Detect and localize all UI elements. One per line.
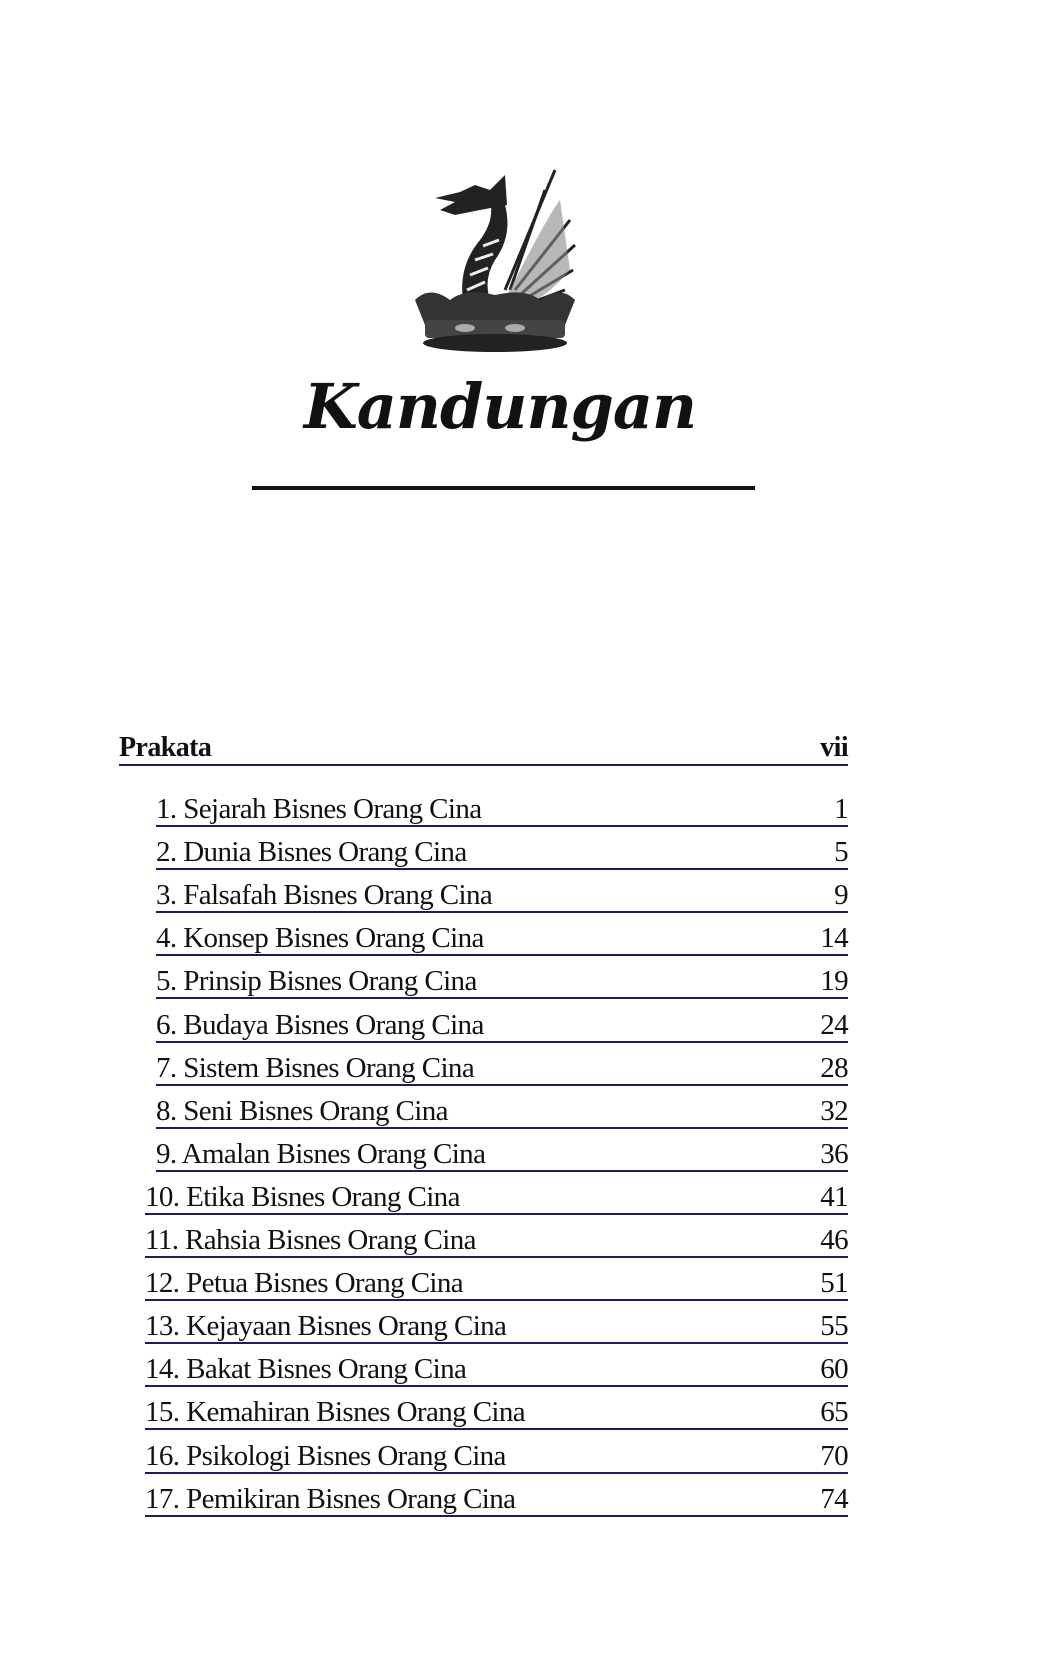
toc-entry[interactable] — [145, 1396, 848, 1430]
toc-entry-label: 6. Budaya Bisnes Orang Cina — [156, 1008, 484, 1041]
toc-entry-page: 60 — [820, 1353, 848, 1386]
toc-entry-page: 24 — [820, 1008, 848, 1041]
toc-entry-page: 65 — [820, 1396, 848, 1429]
toc-entry-label: 2. Dunia Bisnes Orang Cina — [156, 836, 467, 869]
toc-entry-page: 32 — [820, 1094, 848, 1127]
toc-entry-label: Prakata — [119, 732, 212, 763]
toc-entry-label: 16. Psikologi Bisnes Orang Cina — [145, 1439, 506, 1472]
toc-entry-label: 14. Bakat Bisnes Orang Cina — [145, 1353, 467, 1386]
toc-entry-page: 9 — [834, 879, 848, 912]
toc-entry-label: 15. Kemahiran Bisnes Orang Cina — [145, 1396, 526, 1429]
page-title: Kandungan — [303, 370, 697, 443]
toc-entry-label: 1. Sejarah Bisnes Orang Cina — [156, 793, 482, 825]
toc-entry[interactable] — [156, 1009, 848, 1043]
toc-entry-preface[interactable] — [119, 732, 848, 766]
toc-entry-label: 12. Petua Bisnes Orang Cina — [145, 1267, 464, 1300]
toc-entry-page: 19 — [820, 965, 848, 998]
toc-entry-label: 11. Rahsia Bisnes Orang Cina — [145, 1224, 476, 1256]
toc-entry-page: 28 — [820, 1051, 848, 1084]
toc-entry-label: 17. Pemikiran Bisnes Orang Cina — [145, 1482, 516, 1515]
toc-entry[interactable] — [145, 1353, 848, 1387]
toc-entry[interactable] — [145, 1267, 848, 1301]
toc-entry-label: 10. Etika Bisnes Orang Cina — [145, 1180, 460, 1213]
toc-entry[interactable] — [145, 1440, 848, 1474]
toc-entry[interactable] — [156, 922, 848, 956]
toc-entry[interactable] — [145, 1483, 848, 1517]
toc-entry-page: 14 — [820, 922, 848, 955]
toc-entry-page: 70 — [820, 1439, 848, 1472]
toc-entry[interactable] — [145, 1224, 848, 1258]
toc-entry-page: 74 — [820, 1482, 848, 1515]
toc-entry-page: 5 — [834, 836, 848, 869]
toc-entry[interactable] — [156, 965, 848, 999]
toc-entry-label: 7. Sistem Bisnes Orang Cina — [156, 1051, 475, 1084]
toc-entry[interactable] — [156, 1095, 848, 1129]
toc-entry[interactable] — [145, 1181, 848, 1215]
toc-entry-label: 13. Kejayaan Bisnes Orang Cina — [145, 1310, 507, 1343]
toc-entry[interactable] — [145, 1310, 848, 1344]
toc-entry-label: 8. Seni Bisnes Orang Cina — [156, 1094, 448, 1127]
toc-entry-page: 36 — [820, 1137, 848, 1170]
toc-entry-page: 51 — [820, 1267, 848, 1300]
toc-entry-page: 1 — [834, 793, 848, 825]
toc-entry-page: 55 — [820, 1310, 848, 1343]
toc-entry[interactable] — [156, 1138, 848, 1172]
toc-entry-page: vii — [820, 732, 848, 763]
toc-entry[interactable] — [156, 879, 848, 913]
toc-entry-page: 46 — [820, 1224, 848, 1256]
toc-entry-page: 41 — [820, 1180, 848, 1213]
toc-entry[interactable] — [156, 1052, 848, 1086]
dragon-crown-emblem-icon — [395, 160, 595, 360]
toc-entry-label: 3. Falsafah Bisnes Orang Cina — [156, 879, 493, 912]
toc-entry-label: 4. Konsep Bisnes Orang Cina — [156, 922, 484, 955]
toc-entry[interactable] — [156, 793, 848, 827]
toc-entry-label: 9. Amalan Bisnes Orang Cina — [156, 1137, 486, 1170]
title-divider — [252, 486, 755, 490]
toc-entry[interactable] — [156, 836, 848, 870]
toc-entry-label: 5. Prinsip Bisnes Orang Cina — [156, 965, 477, 998]
